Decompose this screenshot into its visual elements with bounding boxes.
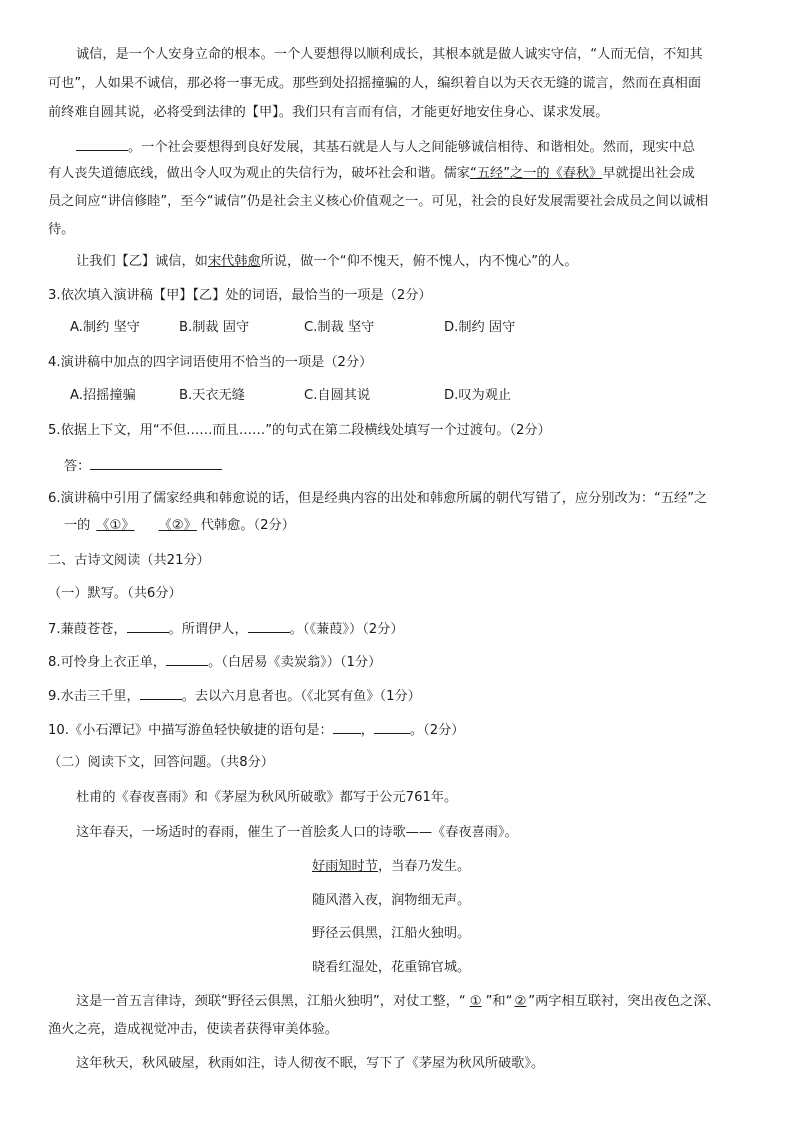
section2-title: 二、古诗文阅读（共21分） (48, 553, 210, 568)
q3-option-d[interactable]: D.制约 固守 (444, 320, 516, 335)
q8-head: 8.可怜身上衣正单， (48, 655, 167, 670)
para2-line4: 待。 (48, 222, 75, 237)
reading-p2: 这年春天，一场适时的春雨，催生了一首脍炙人口的诗歌——《春夜喜雨》。 (76, 825, 518, 840)
poem-line3: 野径云俱黑，江船火独明。 (312, 926, 471, 941)
q10-mid: ， (360, 723, 374, 738)
q5-answer-label: 答： (64, 459, 91, 474)
q3-option-c[interactable]: C.制裁 坚守 (304, 320, 375, 335)
para2-line2-tail: 早就提出社会成 (602, 166, 695, 181)
para2-line1-text: 。一个社会要想得到良好发展，其基石就是人与人之间能够诚信相待、和谐相处。然而，现实中总 (128, 140, 696, 155)
q7-head: 7.蒹葭苍苍， (48, 622, 127, 637)
poem-line1-underlined: 好雨知时节 (312, 859, 378, 874)
q9-tail: 。去以六月息者也。（《北冥有鱼》（1分） (181, 689, 421, 704)
reading-p4: 这年秋天，秋风破屋，秋雨如注，诗人彻夜不眠，写下了《茅屋为秋风所破歌》。 (76, 1056, 545, 1071)
q6-blank-2[interactable]: 《②》 (158, 518, 197, 533)
q6-line1: 6.演讲稿中引用了儒家经典和韩愈说的话，但是经典内容的出处和韩愈所属的朝代写错了，应分别改为：“五经”之 (48, 491, 708, 506)
q10-head: 10.《小石潭记》中描写游鱼轻快敏捷的语句是： (48, 723, 333, 738)
q4-stem: 4.演讲稿中加点的四字词语使用不恰当的一项是（2分） (48, 355, 373, 370)
para3-underlined-dynasty: 宋代韩愈 (207, 254, 261, 269)
q10-tail: 。（2分） (409, 723, 465, 738)
reading-blank-2[interactable]: ② (514, 994, 527, 1009)
q10-blank-2[interactable] (374, 719, 410, 734)
para2-line2 (48, 164, 695, 184)
para3-head: 让我们【乙】诚信，如 (76, 254, 208, 269)
para1-line1: 诚信，是一个人安身立命的根本。一个人要想得以顺利成长，其根本就是做人诚实守信，“人而无信，不知其 (76, 47, 703, 62)
para1-line3: 前终难自圆其说，必将受到法律的【甲】。我们只有言而有信，才能更好地安住身心、谋求发展。 (48, 105, 609, 120)
poem-line1 (312, 857, 470, 877)
q5-answer (64, 455, 222, 477)
q4-option-d[interactable]: D.叹为观止 (444, 388, 512, 403)
para3 (76, 252, 578, 272)
reading-p3-head: 这是一首五言律诗，颈联“野径云俱黑，江船火独明”，对仗工整，“ (76, 994, 466, 1009)
q7-tail: 。（《蒹葭》）（2分） (289, 622, 404, 637)
q4-option-c[interactable]: C.自圆其说 (304, 388, 371, 403)
q8-blank[interactable] (166, 651, 208, 666)
para2-line1 (76, 136, 695, 158)
q4-option-b[interactable]: B.天衣无缝 (179, 388, 245, 403)
q9-head: 9.水击三千里， (48, 689, 140, 704)
q6-line2-tail: 代韩愈。（2分） (200, 518, 295, 533)
reading-p3-tail: ”两字相互联衬，突出夜色之深、 (528, 994, 720, 1009)
para1-line2: 可也”，人如果不诚信，那必将一事无成。那些到处招摇撞骗的人，编织着自以为天衣无缝的谎言，然而在真相面 (48, 76, 702, 91)
reading-p3-line1 (76, 992, 720, 1012)
para2-blank[interactable] (76, 136, 128, 151)
reading-blank-1[interactable]: ① (469, 994, 482, 1009)
q8 (48, 651, 381, 673)
q10-blank-1[interactable] (333, 719, 361, 734)
para3-tail: 所说，做一个“仰不愧天，俯不愧人，内不愧心”的人。 (260, 254, 578, 269)
q5-answer-field[interactable] (90, 455, 222, 470)
q9 (48, 685, 421, 707)
reading-p3-line2: 渔火之亮，造成视觉冲击，使读者获得审美体验。 (48, 1022, 339, 1037)
poem-line4: 晓看红湿处，花重锦官城。 (312, 960, 471, 975)
q7-blank-2[interactable] (248, 618, 290, 633)
section2-sub1: （一）默写。（共6分） (48, 586, 182, 601)
q5-stem: 5.依据上下文，用“不但……而且……”的句式在第二段横线处填写一个过渡句。（2分） (48, 423, 551, 438)
para2-underlined-citation: “五经”之一的《春秋》 (470, 166, 603, 181)
q4-option-a[interactable]: A.招摇撞骗 (70, 388, 136, 403)
q3-option-b[interactable]: B.制裁 固守 (179, 320, 250, 335)
section2-sub2: （二）阅读下文，回答问题。（共8分） (48, 755, 274, 770)
q7 (48, 618, 404, 640)
para2-line2-text: 有人丧失道德底线，做出令人叹为观止的失信行为，破坏社会和谐。儒家 (48, 166, 470, 181)
q8-tail: 。（白居易《卖炭翁》）（1分） (208, 655, 382, 670)
q3-option-a[interactable]: A.制约 坚守 (70, 320, 140, 335)
q9-blank[interactable] (140, 685, 182, 700)
poem-line2: 随风潜入夜，润物细无声。 (312, 893, 471, 908)
reading-p1: 杜甫的《春夜喜雨》和《茅屋为秋风所破歌》都写于公元761年。 (76, 790, 458, 805)
para2-line3: 员之间应“讲信修睦”，至今“诚信”仍是社会主义核心价值观之一。可见，社会的良好发展需要社会成员之间以诚相 (48, 194, 709, 209)
q6-line2-head: 一的 (64, 518, 91, 533)
q7-mid: 。所谓伊人， (168, 622, 248, 637)
q7-blank-1[interactable] (127, 618, 169, 633)
poem-line1-tail: ，当春乃发生。 (377, 859, 471, 874)
q6-line2 (64, 516, 295, 536)
q3-stem: 3.依次填入演讲稿【甲】【乙】处的词语，最恰当的一项是（2分） (48, 288, 432, 303)
q10 (48, 719, 464, 741)
q6-blank-1[interactable]: 《①》 (96, 518, 135, 533)
reading-p3-mid: ”和“ (485, 994, 513, 1009)
